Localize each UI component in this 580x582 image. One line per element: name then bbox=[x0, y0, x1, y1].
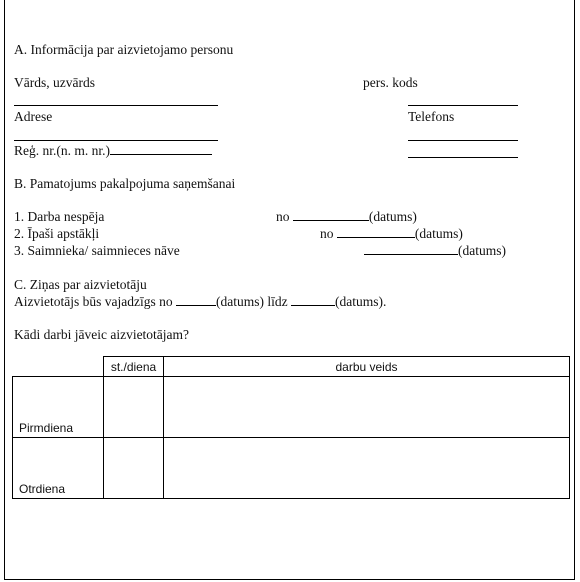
reason-2-prefix: no bbox=[320, 226, 334, 241]
needed-mid: (datums) līdz bbox=[215, 294, 288, 309]
row-day-label: Otrdiena bbox=[13, 438, 104, 499]
work-question: Kādi darbi jāveic aizvietotājam? bbox=[14, 327, 190, 342]
reg-label: Reģ. nr.(n. m. nr.) bbox=[14, 143, 110, 158]
table-header-day bbox=[13, 357, 104, 377]
row-work-cell[interactable] bbox=[164, 377, 570, 438]
row-hours-cell[interactable] bbox=[104, 438, 164, 499]
table-row bbox=[13, 377, 570, 438]
phone-blank-2[interactable] bbox=[408, 157, 518, 158]
needed-suffix: (datums). bbox=[334, 294, 387, 309]
section-a-heading: A. Informācija par aizvietojamo personu bbox=[14, 42, 234, 57]
reason-3-date bbox=[364, 243, 506, 258]
address-blank[interactable] bbox=[14, 140, 218, 141]
needed-prefix: Aizvietotājs būs vajadzīgs no bbox=[14, 294, 173, 309]
name-label: Vārds, uzvārds bbox=[14, 75, 95, 90]
table-row bbox=[13, 438, 570, 499]
needed-to-blank[interactable] bbox=[291, 294, 335, 306]
table-header-hours: st./diena bbox=[104, 357, 164, 377]
needed-from-blank[interactable] bbox=[176, 294, 216, 306]
reason-1-label: 1. Darba nespēja bbox=[14, 209, 105, 224]
reason-1-suffix: (datums) bbox=[368, 209, 417, 224]
work-schedule-table bbox=[12, 356, 570, 499]
address-label: Adrese bbox=[14, 109, 53, 124]
row-hours-cell[interactable] bbox=[104, 377, 164, 438]
reason-1-date bbox=[276, 209, 417, 224]
reason-1-blank[interactable] bbox=[293, 209, 369, 221]
reason-2-date bbox=[320, 226, 463, 241]
table-header-row bbox=[13, 357, 570, 377]
pers-code-blank[interactable] bbox=[408, 105, 518, 106]
section-c-heading: C. Ziņas par aizvietotāju bbox=[14, 277, 147, 292]
reason-2-blank[interactable] bbox=[337, 226, 415, 238]
phone-blank[interactable] bbox=[408, 140, 518, 141]
reason-3-blank[interactable] bbox=[364, 243, 458, 255]
reason-1-prefix: no bbox=[276, 209, 290, 224]
name-blank[interactable] bbox=[14, 105, 218, 106]
reg-row bbox=[14, 143, 212, 158]
reason-2-label: 2. Īpaši apstākļi bbox=[14, 226, 100, 241]
row-work-cell[interactable] bbox=[164, 438, 570, 499]
needed-row bbox=[14, 294, 386, 309]
phone-label: Telefons bbox=[408, 109, 455, 124]
section-b-heading: B. Pamatojums pakalpojuma saņemšanai bbox=[14, 176, 236, 191]
reason-2-suffix: (datums) bbox=[414, 226, 463, 241]
row-day-label: Pirmdiena bbox=[13, 377, 104, 438]
reason-3-label: 3. Saimnieka/ saimnieces nāve bbox=[14, 243, 180, 258]
pers-code-label: pers. kods bbox=[363, 75, 418, 90]
reg-blank[interactable] bbox=[110, 143, 212, 155]
table-header-work: darbu veids bbox=[164, 357, 570, 377]
reason-3-suffix: (datums) bbox=[458, 243, 506, 258]
